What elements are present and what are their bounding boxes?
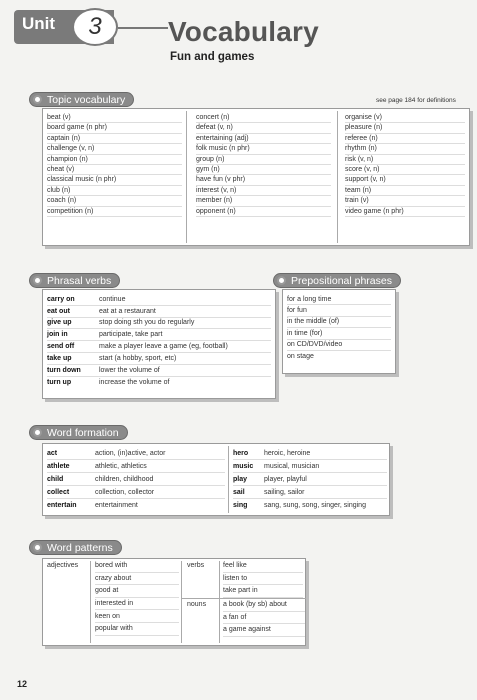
list-item: on CD/DVD/video [287,340,391,351]
vocab-item: team (n) [345,186,465,196]
vocab-item: cheat (v) [47,165,182,175]
phrasal-verbs-box [42,289,276,399]
unit-number: 3 [88,13,102,40]
word-forms: action, (in)active, actor [95,449,166,457]
table-row [47,447,225,460]
list-item: popular with [95,623,179,636]
page-number: 12 [17,679,28,689]
list-item: good at [95,585,179,598]
base-word: hero [233,449,249,457]
vocab-item: organise (v) [345,113,465,123]
word-forms: sang, sung, song, singer, singing [264,502,366,509]
vocab-item: board game (n phr) [47,123,182,133]
base-word: act [47,449,58,457]
category-label-nouns: nouns [187,601,207,608]
table-row [233,447,387,460]
list-item [47,353,271,365]
vocab-item: captain (n) [47,134,182,144]
list-item: for a long time [287,294,391,305]
word-forms: heroic, heroine [264,449,311,457]
list-item [47,341,271,353]
section-heading-prepositional-phrases [273,273,401,288]
table-row [47,473,225,486]
base-word: athlete [47,462,70,470]
vocab-item: gym (n) [196,165,331,175]
section-heading-label: Prepositional phrases [291,274,392,287]
phrasal-verb: eat out [47,307,70,315]
category-label-adjectives: adjectives [47,562,79,569]
word-forms: entertainment [95,502,138,509]
list-item [47,294,271,306]
vocab-item: support (v, n) [345,175,465,185]
phrasal-verb-definition: increase the volume of [99,378,170,386]
unit-label: Unit [22,14,56,33]
phrasal-verb: take up [47,354,72,362]
page-subtitle: Fun and games [170,51,255,63]
prepositional-phrases-list [287,294,391,362]
vocab-column-1 [47,113,182,217]
phrasal-verb-definition: lower the volume of [99,366,160,374]
unit-number-badge [72,8,118,46]
word-forms: athletic, athletics [95,462,147,470]
vocab-item: beat (v) [47,113,182,123]
vocab-item: pleasure (n) [345,123,465,133]
section-heading-label: Word patterns [47,541,113,554]
list-item [47,329,271,341]
vocab-item: competition (n) [47,207,182,217]
column-divider [181,561,182,643]
word-forms: musical, musician [264,462,320,470]
table-row [233,486,387,499]
word-forms: collection, collector [95,488,155,496]
adjectives-list [95,560,179,636]
list-item [47,365,271,377]
list-item: listen to [223,573,303,586]
column-divider [219,561,220,643]
header-divider [118,27,168,29]
column-divider [186,111,187,243]
list-item: crazy about [95,573,179,586]
word-formation-box [42,443,390,516]
verbs-list [223,560,303,598]
base-word: play [233,475,248,483]
word-forms: player, playful [264,475,307,483]
vocab-item: referee (n) [345,134,465,144]
phrasal-verb: carry on [47,295,75,303]
vocab-item: have fun (v phr) [196,175,331,185]
list-item [47,318,271,330]
table-row [47,499,225,512]
phrasal-verb: join in [47,331,68,339]
phrasal-verb-definition: participate, take part [99,331,163,339]
phrasal-verbs-list [47,294,271,388]
base-word: sail [233,488,245,496]
phrasal-verb: give up [47,319,72,327]
column-divider [228,446,229,513]
word-formation-left [47,447,225,512]
vocab-item: train (v) [345,196,465,206]
phrasal-verb-definition: stop doing sth you do regularly [99,319,195,327]
column-divider [90,561,91,643]
section-heading-word-formation [29,425,128,440]
section-heading-topic-vocabulary [29,92,134,107]
prepositional-phrases-box [282,289,396,374]
word-patterns-box [42,558,306,646]
definitions-reference: see page 184 for definitions [376,97,456,104]
vocab-item: opponent (n) [196,207,331,217]
word-formation-right [233,447,387,512]
base-word: sing [233,502,248,509]
base-word: collect [47,488,70,496]
phrasal-verb-definition: continue [99,295,126,303]
list-item: a book (by sb) about [223,599,305,612]
nouns-list [223,599,305,637]
vocab-item: champion (n) [47,155,182,165]
word-forms: children, childhood [95,475,154,483]
phrasal-verb: send off [47,343,75,351]
vocab-item: folk music (n phr) [196,144,331,154]
list-item: interested in [95,598,179,611]
base-word: entertain [47,502,77,509]
phrasal-verb: turn down [47,366,81,374]
vocab-item: member (n) [196,196,331,206]
section-heading-label: Word formation [47,426,119,439]
vocab-item: risk (v, n) [345,155,465,165]
topic-vocabulary-box [42,108,470,246]
vocab-item: concert (n) [196,113,331,123]
table-row [233,499,387,512]
section-heading-phrasal-verbs [29,273,120,288]
table-row [233,473,387,486]
category-label-verbs: verbs [187,562,205,569]
column-divider [337,111,338,243]
list-item: a game against [223,624,305,637]
table-row [47,460,225,473]
phrasal-verb-definition: start (a hobby, sport, etc) [99,354,177,362]
vocab-item: interest (v, n) [196,186,331,196]
list-item: keen on [95,610,179,623]
vocab-item: rhythm (n) [345,144,465,154]
base-word: music [233,462,254,470]
list-item: a fan of [223,612,305,625]
vocab-item: club (n) [47,186,182,196]
list-item: in the middle (of) [287,317,391,328]
vocab-item: group (n) [196,155,331,165]
list-item: on stage [287,353,314,361]
section-heading-word-patterns [29,540,122,555]
table-row [47,486,225,499]
list-item [47,306,271,318]
list-item: take part in [223,585,303,598]
vocab-item: video game (n phr) [345,207,465,217]
vocab-item: challenge (v, n) [47,144,182,154]
word-forms: sailing, sailor [264,488,305,496]
base-word: child [47,475,64,483]
list-item: feel like [223,560,303,573]
vocab-column-3 [345,113,465,217]
vocab-item: entertaining (adj) [196,134,331,144]
section-heading-label: Topic vocabulary [47,93,126,106]
list-item [47,377,271,389]
list-item: in time (for) [287,328,391,339]
page-title: Vocabulary [168,16,319,47]
list-item: bored with [95,560,179,573]
vocab-item: classical music (n phr) [47,175,182,185]
vocab-item: defeat (v, n) [196,123,331,133]
table-row [233,460,387,473]
vocab-item: score (v, n) [345,165,465,175]
phrasal-verb-definition: eat at a restaurant [99,307,156,315]
phrasal-verb-definition: make a player leave a game (eg, football) [99,343,228,351]
list-item: for fun [287,305,391,316]
vocab-column-2 [196,113,331,217]
vocab-item: coach (n) [47,196,182,206]
phrasal-verb: turn up [47,378,72,386]
section-heading-label: Phrasal verbs [47,274,112,287]
